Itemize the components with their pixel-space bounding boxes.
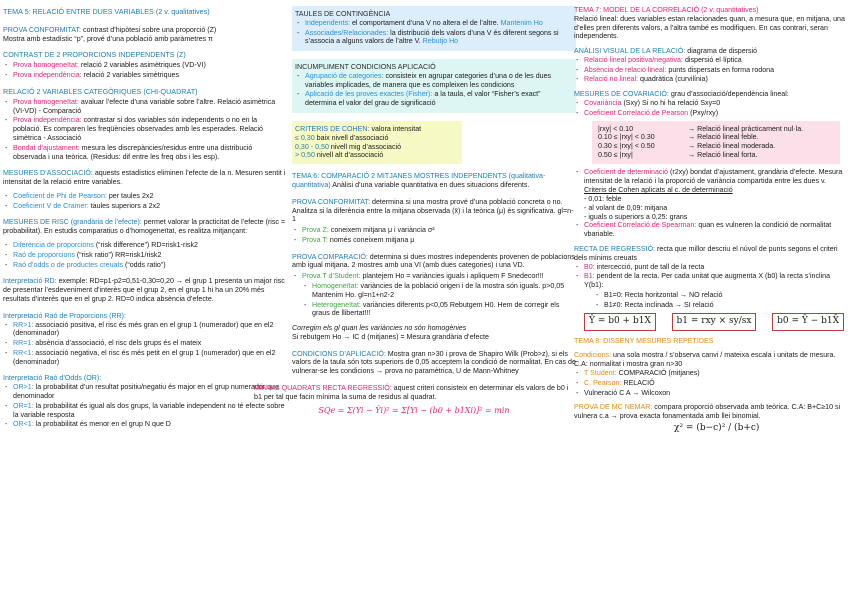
list-item: - Prova independència: contrastar si dos variables són independents o no en la població. Es comparen les freqüències observades amb les esperades. Relació simètrica - Associació xyxy=(3,116,287,142)
list-item: - Coeficient Correlació de Spearman: quan es vulneren la condició de normalitat vbariable. xyxy=(574,221,846,239)
list-item: - Absència de relació lineal: punts dispersats en forma rodona xyxy=(574,66,846,75)
section-interpretacio-or: Interpretació Raó d’Odds (OR): - OR>1: la probabilitat d’un resultat positiu/negatiu és major en el grup numerador que denominador - OR=1: la probabilitat és igual als dos grups, la variable independent no té efecte sobre la variable resposta - OR<1: la probabilitat és menor en el grup N que D xyxy=(3,374,287,429)
list-item: - Raó d’odds o de productes creuats (“odds ratio”) xyxy=(3,261,287,270)
list-item: - Prova Z: coneixem mitjana μ i variància σ² xyxy=(292,226,576,235)
list-item: - RR>1: associació positiva, el risc és més gran en el grup 1 (numerador) que en el2 (denominador) xyxy=(3,321,287,339)
list-item: - B1≠0: Recta inclinada → SI relació xyxy=(574,301,846,310)
contrast-title: CONTRAST DE 2 PROPORCIONS INDEPENDENTS (Z) xyxy=(3,50,186,60)
list-item: - Coeficient Correlació de Pearson (Pxy/rxy) xyxy=(574,109,846,118)
list-item: - OR<1: la probabilitat és menor en el grup N que D xyxy=(3,420,287,429)
list-item: - RR<1: associació negativa, el risc és més petit en el grup 1 (numerador) que en el2 (denominador) xyxy=(3,349,287,367)
list-item: - C. Pearson: RELACIÓ xyxy=(574,379,846,388)
relacio-title: RELACIÓ 2 VARIABLES CATEGÒRIQUES (CHI-QUADRAT) xyxy=(3,86,198,96)
list-item: - Prova independència: relació 2 variables simètriques xyxy=(3,71,287,80)
list-item: - Aplicació de les proves exactes (Fisher): a la taula, el valor “Fisher’s exact” determina el valor del grau de significació xyxy=(295,90,573,108)
section-mesures-risc: MESURES DE RISC (grandària de l’efecte): permet valorar la practicitat de l’efecte (risc = probabilitat). En estudis comparatius o d’homogeneïtat, es realitza mitjançant: - Diferència de proporcions (“risk difference”) RD=risk1-risk2 - Raó de proporcions (“risk ratio”) RR=risk1/risk2 - Raó d’odds o de productes creuats (“odds ratio”) xyxy=(3,218,287,269)
list-item: - Coeficient V de Cramer: taules superiors a 2x2 xyxy=(3,202,287,211)
section-tema7: TEMA 7: MODEL DE LA CORRELACIÓ (2 v. quantitatives) Relació lineal: dues variables estan relacionades quan, a mesura que, en mitjana, una d’elles pren diferents valors, a l’altra també es modifiquen. En cas contrari, seran independents. xyxy=(574,6,845,41)
section-correccio: Corregim els gl quan les variàncies no són homogènies Si rebutgem Ho → IC d (mitjanes) = Mesura grandària d’efecte xyxy=(292,324,489,341)
section-mesures-associacio: MESURES D’ASSOCIACIÓ: aquests estadístics eliminen l’efecte de la n. Mesuren sentit i intensitat de la relació entre variables. - Coeficient de Phi de Pearson: per taules 2x2 - Coeficient V de Cramer: taules superiors a 2x2 xyxy=(3,169,287,210)
list-item: - RR=1: absència d’associació, el risc dels grups és el mateix xyxy=(3,339,287,348)
list-item: - Covariància (Sxy) Si no hi ha relació Sxy=0 xyxy=(574,99,846,108)
section-condicions: CONDICIONS D’APLICACIÓ: Mostra gran n>30 i prova de Shapiro Wilk (Prob>z), si els valors de la taula són tots superiors de 0,05 acceptem la condició de normalitat. En cas de vulnerar-se les condicions → prova no paramètrica, U de Mann-Whitney xyxy=(292,349,576,376)
section-analisi-visual: ANÀLISI VISUAL DE LA RELACIÓ: diagrama de dispersió - Relació lineal positiva/negativa: dispersió el·líptica - Absència de relació lineal: punts dispersats en forma rodona - Relació no lineal: quadràtica (curvilínia) xyxy=(574,47,846,84)
column-3 xyxy=(574,6,846,442)
list-item: - Diferència de proporcions (“risk difference”) RD=risk1-risk2 xyxy=(3,241,287,250)
section-contrast-2-proporcions xyxy=(3,51,287,79)
list-item: - Relació lineal positiva/negativa: dispersió el·líptica xyxy=(574,56,846,65)
list-item: - Prova T: només coneixem mitjana μ xyxy=(292,236,576,245)
column-1 xyxy=(3,8,287,437)
box-incumpliment: INCUMPLIMENT CONDICIONS APLICACIÓ - Agrupació de categories: consisteix en agrupar categories d’una o de les dues variables implicades, de manera que es compleixen les condicions - Aplicació de les proves exactes (Fisher): a la taula, el valor “Fisher’s exact” determina el valor del grau de significació xyxy=(292,59,576,113)
list-item: - Raó de proporcions (“risk ratio”) RR=risk1/risk2 xyxy=(3,251,287,260)
prova-conformitat: PROVA CONFORMITAT: contrast d’hipòtesi sobre una proporció (Z) Mostra amb estadístic “p”, prové d’una població amb paràmetres π xyxy=(3,25,217,43)
list-item: - OR>1: la probabilitat d’un resultat positiu/negatiu és major en el grup numerador que denominador xyxy=(3,383,287,401)
section-tema5 xyxy=(3,8,287,43)
list-item: - B1=0: Recta horitzontal → NO relació xyxy=(574,291,846,300)
list-item: - Independents: el comportament d’una V no altera el de l’altre. Mantenim Ho xyxy=(295,19,573,28)
box-pearson-ranges: |rxy| < 0.10 → Relació lineal pràcticament nul·la. 0.10 ≤ |rxy| < 0.30 → Relació lineal feble. 0.30 ≤ |rxy| < 0.50 → Relació lineal moderada. 0.50 ≤ |rxy| → Relació lineal forta. xyxy=(592,121,840,164)
minims-quadrats-formula: SQe = Σ(Yi − Ŷi)² = Σ[Yi − (b0 + b1Xi)]² = min xyxy=(318,405,510,415)
section-minims-quadrats: MÍNIMS QUADRATS RECTA REGRESSIÓ: aquest criteri consisteix en determinar els valors de b0 i b1 per tal que facin mínima la suma de residus al quadrat. SQe = Σ(Yi − Ŷi)² = Σ[Yi − (b0 + b1Xi)]² = min xyxy=(254,384,574,415)
formula-b1: b1 = rxy × sy/sx xyxy=(672,313,757,330)
list-item: - Prova homogeneïtat: relació 2 variables asimètriques (VD-VI) xyxy=(3,61,287,70)
list-item: - T Student: COMPARACIÓ (mitjanes) xyxy=(574,369,846,378)
list-item: - Relació no lineal: quadràtica (curvilínia) xyxy=(574,75,846,84)
section-prova-comparacio: PROVA COMPARACIÓ: determina si dues mostres independents provenen de poblacions amb igual mitjana. 2 mostres amb una VI (amb dues categories) i una VD. - Prova T d’Student: plantejem Ho = variàncies iguals i apliquem F Snedecor!!! - Homogeneïtat: variàncies de la població origen i de la mostra són iguals. p>0,05 Mantenim Ho. gl=n1+n2-2 - Heterogeneïtat: variàncies diferents p<0,05 Rebutgem H0. Hem de corregir els graus de llibertat!!! xyxy=(292,253,576,318)
list-item: - Prova T d’Student: plantejem Ho = variàncies iguals i apliquem F Snedecor!!! xyxy=(292,272,576,281)
section-tema8: TEMA 8: DISSENY MESURES REPETIDES Condicions: una sola mostra / s’observa canvi / mateixa escala i unitats de mesura. C.A: normalitat i mostra gran n>30 - T Student: COMPARACIÓ (mitjanes) - C. Pearson: RELACIÓ - Vulneració C A → Wilcoxon xyxy=(574,337,846,398)
list-item: - Bondat d’ajustament: mesura les discrepàncies/residus entre una distribució observada i una teòrica. (Residus: dif entre les freq obs i les esp). xyxy=(3,144,287,162)
section-coef-determinacio: - Coeficient de determinació (r2xy) bondat d’ajustament, grandària d’efecte. Mesura intensitat de la relació i la proporció de variància compartida entre les dues v. Criteris de Cohen aplicats al c. de determinació - 0,01: feble - al volant de 0,09: mitjana - iguals o superiors a 0,25: grans - Coeficient Correlació de Spearman: quan es vulneren la condició de normalitat vbariable. xyxy=(574,168,846,239)
list-item: - Homogeneïtat: variàncies de la població origen i de la mostra són iguals. p>0,05 Mantenim Ho. gl=n1+n2-2 xyxy=(292,282,576,300)
list-item: - B1: pendent de la recta. Per cada unitat que augmenta X (b0) la recta s’inclina Y(b1): xyxy=(574,272,846,290)
list-item: - Coeficient de Phi de Pearson: per taules 2x2 xyxy=(3,192,287,201)
mc-nemar-formula: χ² = (b−c)² / (b+c) xyxy=(674,422,760,433)
regression-formulas xyxy=(584,313,844,330)
tema5-title: TEMA 5: RELACIÓ ENTRE DUES VARIABLES (2 v. qualitatives) xyxy=(3,7,210,16)
section-interpretacio-rd: Interpretació RD: exemple: RD=p1-p2=0,51-0,30=0,20 → el grup 1 presenta un major risc de presentar l’esdeveniment d’interès que el grup 2, en el grup 1 hi ha un 20% més resultats d’interès que en el grup 2. RD=0 indica absència d’efecte. xyxy=(3,277,285,303)
list-item: - OR=1: la probabilitat és igual als dos grups, la variable independent no té efecte sobre la variable resposta xyxy=(3,402,287,420)
list-item: - Associades/Relacionades: la distribució dels valors d’una V és diferent segons si s’associa a alguns valors de l’altre V. Rebutjo Ho xyxy=(295,29,573,47)
list-item: - Agrupació de categories: consisteix en agrupar categories d’una o de les dues variables implicades, de manera que es compleixen les condicions xyxy=(295,72,573,90)
list-item: - Coeficient de determinació (r2xy) bondat d’ajustament, grandària d’efecte. Mesura intensitat de la relació i la proporció de variància compartida entre les dues v. xyxy=(574,168,846,186)
section-prova-conformitat: PROVA CONFORMITAT: determina si una mostra prové d’una població concreta o no. Analitza si la diferència entre la mitjana observada (x̄) i la teòrica (μ) és significativa. gl=n-1 - Prova Z: coneixem mitjana μ i variància σ² - Prova T: només coneixem mitjana μ xyxy=(292,198,576,245)
box-taules-contingencia: TAULES DE CONTINGÈNCIA - Independents: el comportament d’una V no altera el de l’altre. Mantenim Ho - Associades/Relacionades: la distribució dels valors d’una V és diferent segons si s’associa a alguns valors de l’altre V. Rebutjo Ho xyxy=(292,6,576,51)
list-item: - Prova homogeneïtat: avaluar l’efecte d’una variable sobre l’altre. Relació asimètrica (VI-VD) - Comparació xyxy=(3,98,287,116)
section-relacio-2-variables xyxy=(3,88,287,161)
section-mc-nemar: PROVA DE MC NEMAR: compara proporció observada amb teòrica. C.A: B+C≥10 si vulnera c.a → prova exacta fonamentada amb llei binomial. χ² = (b−c)² / (b+c) xyxy=(574,403,846,434)
list-item: - B0: intercecció, punt de tall de la recta xyxy=(574,263,846,272)
formula-yhat: Ŷ = b0 + b1X xyxy=(584,313,656,330)
column-2 xyxy=(254,6,576,423)
section-recta-regressio: RECTA DE REGRESSIÓ: recta que millor descriu el núvol de punts segons el criteri dels mínims creuats - B0: intercecció, punt de tall de la recta - B1: pendent de la recta. Per cada unitat que augmenta X (b0) la recta s’inclina Y(b1): - B1=0: Recta horitzontal → NO relació - B1≠0: Recta inclinada → SI relació Ŷ = b0 + b1X b1 = rxy × sy/sx b0 = Ȳ − b1X̄ xyxy=(574,245,846,331)
section-mesures-covariacio: MESURES DE COVARIACIÓ: grau d’associació/dependència lineal: - Covariància (Sxy) Si no hi ha relació Sxy=0 - Coeficient Correlació de Pearson (Pxy/rxy) xyxy=(574,90,846,117)
list-item: - Heterogeneïtat: variàncies diferents p<0,05 Rebutgem H0. Hem de corregir els graus de llibertat!!! xyxy=(292,301,576,319)
section-interpretacio-rr: Interpretació Raó de Proporcions (RR): - RR>1: associació positiva, el risc és més gran en el grup 1 (numerador) que en el2 (denominador) - RR=1: absència d’associació, el risc dels grups és el mateix - RR<1: associació negativa, el risc és més petit en el grup 1 (numerador) que en el2 (denominador) xyxy=(3,312,287,367)
box-criteris-cohen: CRITERIS DE COHEN: valora intensitat ≤ 0,30 baix nivell d’associació 0,30 - 0,50 nivell mig d’associació > 0,50 nivell alt d’associació xyxy=(292,121,462,164)
list-item: - Vulneració C A → Wilcoxon xyxy=(574,389,846,398)
formula-b0: b0 = Ȳ − b1X̄ xyxy=(772,313,844,330)
section-tema6: TEMA 6: COMPARACIÓ 2 MITJANES MOSTRES INDEPENDENTS (qualitativa-quantitativa) Anàlisi d’una variable quantitativa en dues situacions diferents. xyxy=(292,172,546,189)
